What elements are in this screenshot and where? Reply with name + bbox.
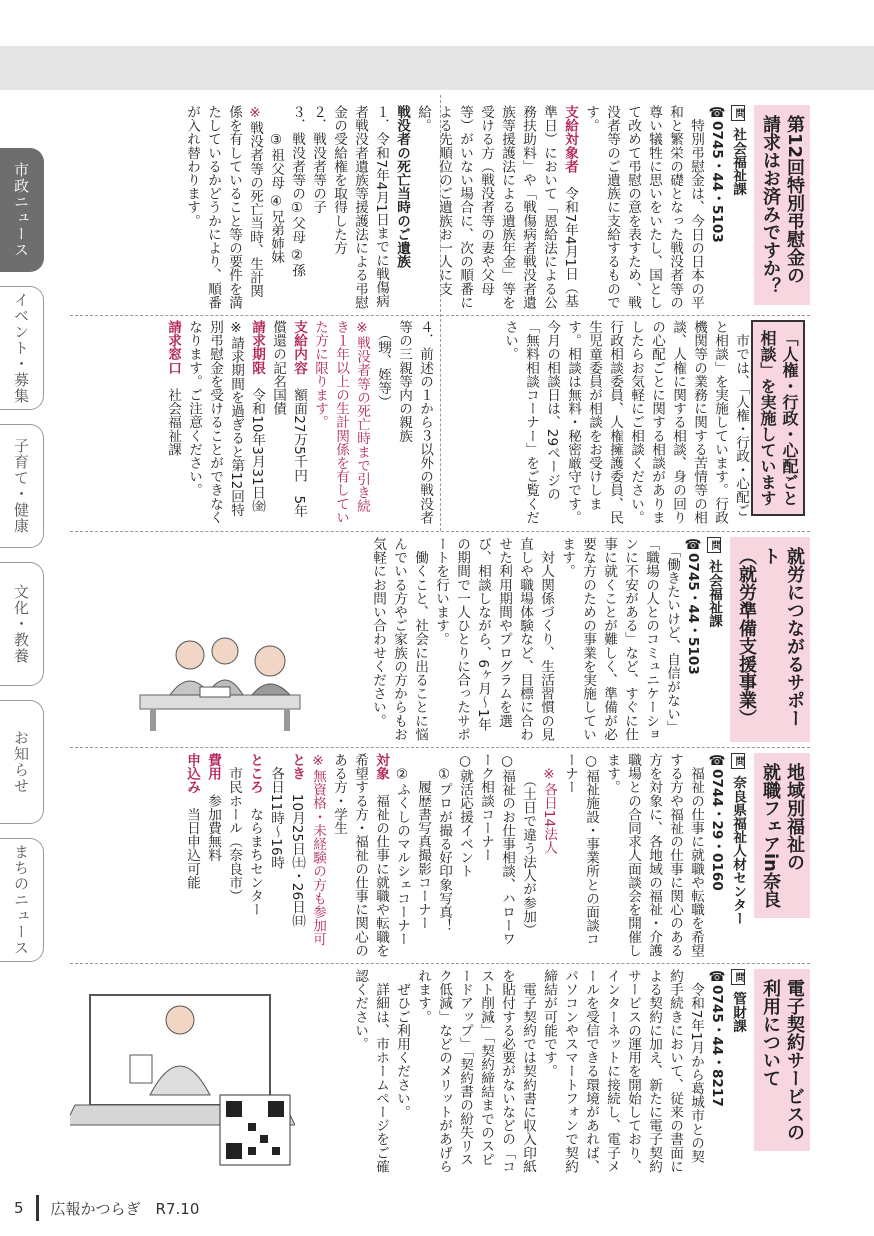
contact-tel: ☎0745・44・5103: [685, 537, 701, 675]
tab-label: 文化・教養: [12, 584, 30, 664]
period-block: 請求期限 令和10年3月31日㈮: [249, 320, 265, 513]
tab-oshirase[interactable]: [0, 700, 44, 824]
article-shushoku-fair: [140, 753, 810, 958]
tab-label: イベント・募集: [12, 292, 30, 404]
note: ※戦没者等の死亡当時、生計関係を有していること等の要件を満たしているかどうかにより、順番が入れ替わります。: [184, 105, 263, 309]
list-item: ○福祉のお仕事相談、ハローワーク相談コーナー: [478, 753, 515, 946]
header-band: [0, 46, 874, 90]
contact-dept: 問 社会福祉課: [727, 105, 748, 310]
order-heading: 戦没者の死亡当時のご遺族: [394, 105, 410, 269]
warning: ※請求期間を過ぎると第12回特別弔慰金を受けることができなくなります。ご注意ください。: [186, 320, 244, 524]
order-item: （甥、姪等）: [375, 320, 391, 409]
order-item: ４．前述の１から３以外の戦没者等の三親等内の親族: [396, 320, 433, 524]
paragraph: 詳細は、市ホームページをご確認ください。: [352, 969, 389, 1173]
contact-tel: ☎0745・44・8217: [709, 969, 725, 1107]
paragraph: 電子契約では契約書に収入印紙を貼付する必要がないなどの「コスト削減」「契約締結までのスピードアップ」「契約書の紛失リスク低減」などのメリットがあげられます。: [415, 969, 536, 1173]
fee-block: 費用 参加費無料: [205, 753, 221, 862]
list-note: （土日で違う法人が参加）: [520, 753, 536, 937]
article-denshi-keiyaku: [300, 969, 810, 1174]
when-block: 各日11時～16時: [268, 753, 284, 870]
list-note: ※各日14法人: [541, 753, 557, 855]
divider: [70, 747, 810, 748]
divider: [70, 963, 810, 964]
order-item: １．令和7年4月1日までに戦傷病者戦没者遺族等援護法による弔慰金の受給権を取得した方: [331, 105, 389, 309]
paragraph: 令和7年1月から葛城市との契約手続きにおいて、従来の書面による契約に加え、新たに電子契約サービスの運用を開始しており、インターネットに接続し、電子メールを受信できる環境があれば、パソコンやスマートフォンで契約締結が可能です。: [541, 969, 704, 1173]
paragraph: 「働きたいけど、自信がない」「職場の人とのコミュニケーションに不安がある」など、すぐに仕事に就くことが難しく、準備が必要な方のための事業を実施しています。: [559, 537, 680, 741]
article-tokubetsu-choikin-cont: [80, 320, 435, 525]
article-shuro-support: [320, 537, 810, 742]
page-footer: [14, 1192, 199, 1224]
tab-label: まちのニュース: [12, 844, 30, 956]
list-item: ②ふくしのマルシェコーナー: [394, 753, 410, 946]
note: ※戦没者等の死亡時まで引き続き１年以上の生計関係を有していた方に限ります。: [312, 320, 370, 524]
paragraph: 対人関係づくり、生活習慣の見直しや職場体験など、目標に合わせた利用期間やプログラムを選び、相談しながら、6ヶ月～1年の期間で一人ひとりに合ったサポートを行います。: [433, 537, 554, 741]
divider: [70, 531, 810, 532]
article-title: 地域別福祉の 就職フェアin奈良: [754, 753, 810, 918]
article-jinken-soudan: [445, 320, 805, 525]
tab-label: 子育て・健康: [12, 438, 30, 534]
publication-name: 広報かつらぎ R7.10: [50, 1199, 200, 1218]
paragraph: 働くこと、社会に出ることに悩んでいる方やご家族の方からもお気軽にお問い合わせください。: [370, 537, 428, 741]
contact-dept: 問 管財課: [727, 969, 748, 1174]
where-block: 市民ホール（奈良市）: [226, 753, 242, 903]
list-item: ○就活応援イベント: [457, 753, 473, 878]
sidebar: [0, 148, 46, 978]
paragraph: 特別弔慰金は、今日の日本の平和と繁栄の礎となった戦没者等の尊い犠牲に思いをいたし、国として改めて弔慰の意を表すため、戦没者等のご遺族に支給するものです。: [583, 105, 704, 309]
order-item: ３．戦没者等の①父母 ②孫: [289, 105, 305, 278]
paragraph: 福祉の仕事に就職や転職を希望する方や福祉の仕事に関心のある方を対象に、各地域の福祉・介護職場との合同求人面談会を開催します。: [604, 753, 704, 957]
article-title: 就労につながるサポート （就労準備支援事業）: [730, 537, 810, 742]
consultation-illustration: [130, 615, 310, 735]
target-block: 対象 福祉の仕事に就職や転職を希望する方・福祉の仕事に関心のある方・学生: [331, 753, 389, 958]
list-item: ①プロが撮る好印象写真！: [436, 753, 452, 933]
tab-event[interactable]: [0, 286, 44, 410]
list-item: ○福祉施設・事業所との面談コーナー: [562, 753, 599, 946]
order-item: ２．戦没者等の子: [310, 105, 326, 214]
article-title: 第12回特別弔慰金の 請求はお済みですか？: [754, 105, 810, 305]
list-item: 履歴書写真撮影コーナー: [415, 753, 431, 930]
where-block: ところ ならまちセンター: [247, 753, 263, 917]
article-tokubetsu-choikin: [90, 105, 810, 310]
tab-label: お知らせ: [12, 730, 30, 794]
article-title: 「人権・行政・心配ごと 相談」を実施しています: [751, 320, 805, 516]
order-item: ③祖父母 ④兄弟姉妹: [268, 105, 284, 264]
paragraph: 市では、「人権・行政・心配ごと相談」を実施しています。行政機関等の業務に関する苦情等の相談、人権に関する相談、身の回りの心配ごとに関する相談がありましたらお気軽にご相談ください。行政相談委員、人権擁護委員、民生児童委員が相談をお受けします。相談は無料・秘密厳守です。今月の相談日は、29ページの「無料相談コーナー」をご覧ください。: [502, 320, 749, 524]
contact-tel: ☎0744・29・0160: [709, 753, 725, 891]
laptop-illustration: [70, 975, 295, 1175]
target-note: ※無資格・未経験の方も参加可: [310, 753, 326, 946]
footer-divider: [36, 1195, 39, 1221]
contact-tel: ☎0745・44・5103: [709, 105, 725, 243]
tab-label: 市政ニュース: [12, 162, 30, 258]
content-block: 支給内容 額面27万5千円 5年償還の記名国債: [270, 320, 307, 518]
tab-bunka[interactable]: [0, 562, 44, 686]
apply-block: 申込み 当日申込可能: [184, 753, 200, 890]
contact-dept: 問 奈良県福祉人材センター: [727, 753, 748, 958]
page-content: [70, 95, 810, 1185]
target-block: 支給対象者 令和7年4月1日（基準日）において「恩給法による公務扶助料」や「戦傷病者戦没者遺族等援護法による遺族年金」等を受ける方（戦没者等の妻や父母等）がいない場合に、次の順番による先順位のご遺族お一人に支給。: [415, 105, 578, 309]
page-number: 5: [14, 1199, 24, 1217]
tab-kosodate[interactable]: [0, 424, 44, 548]
contact-dept: 問 社会福祉課: [703, 537, 724, 742]
tab-shisei-news[interactable]: [0, 148, 44, 272]
when-block: とき 10月25日㈯・26日㈰: [289, 753, 305, 928]
window-block: 請求窓口 社会福祉課: [165, 320, 181, 457]
article-title: 電子契約サービスの 利用について: [754, 969, 810, 1151]
paragraph: ぜひご利用ください。: [394, 969, 410, 1119]
tab-machi-news[interactable]: [0, 838, 44, 962]
